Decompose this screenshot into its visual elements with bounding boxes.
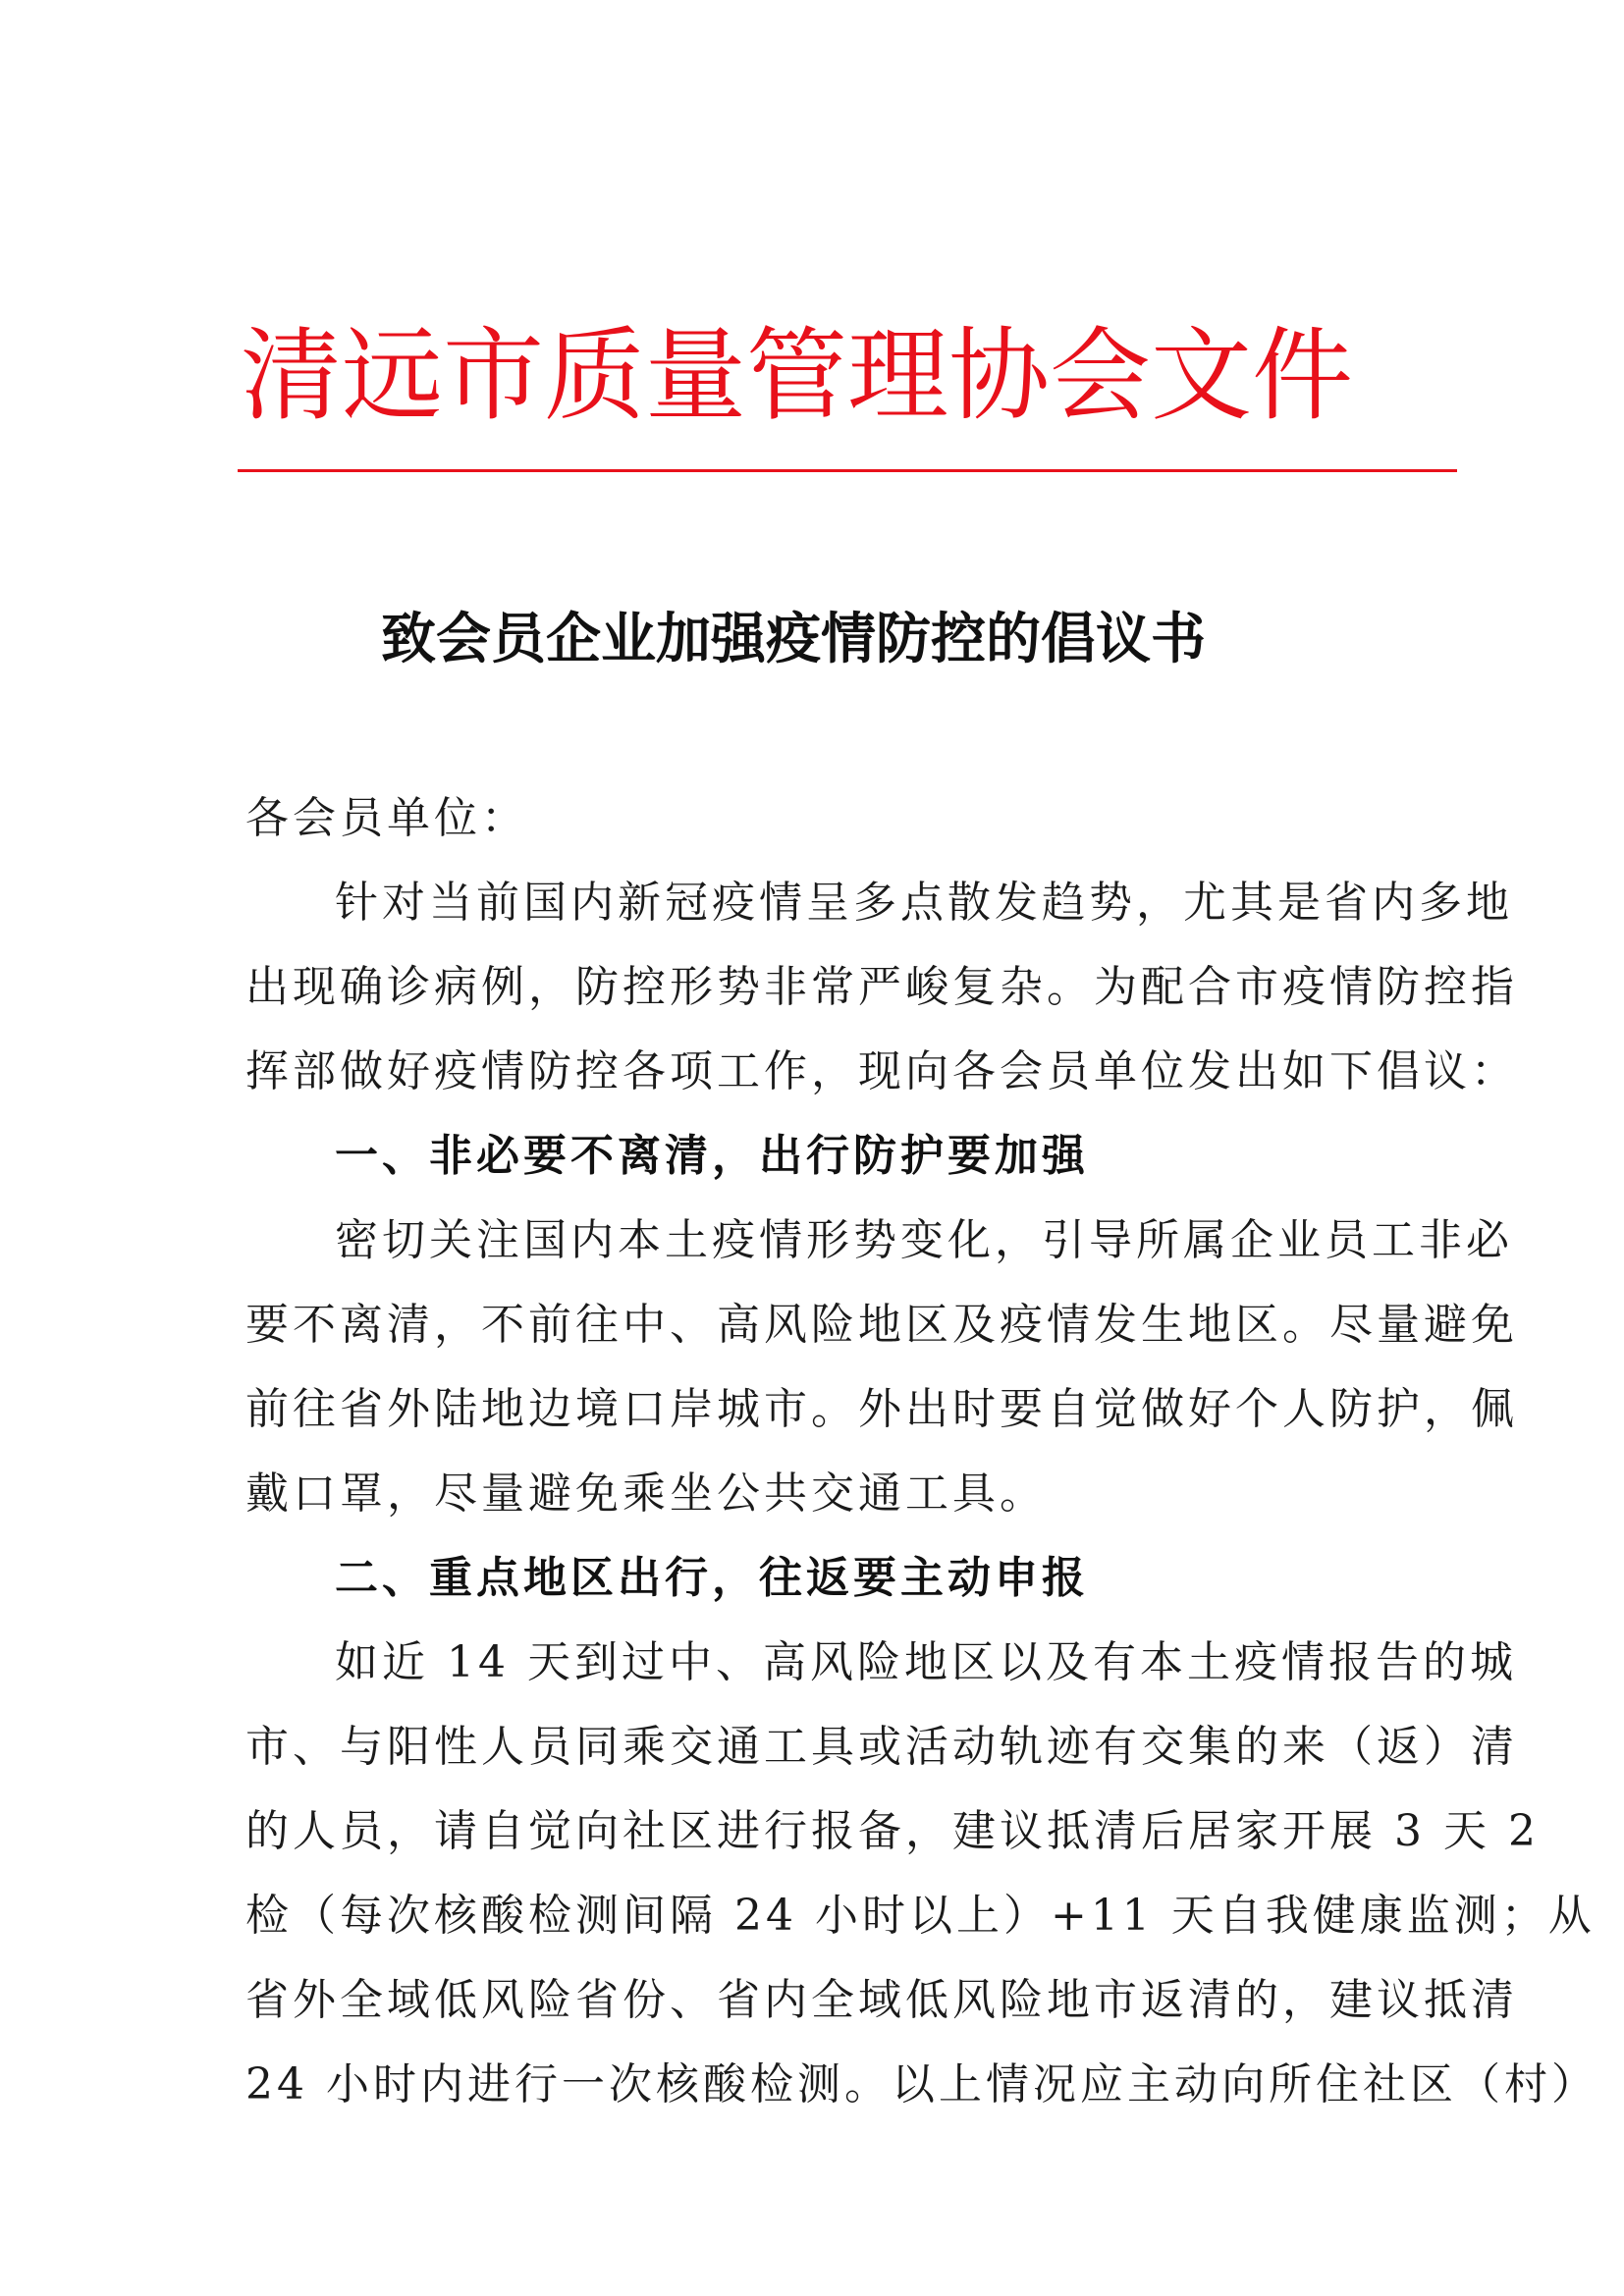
paragraph-line: 24 小时内进行一次核酸检测。以上情况应主动向所住社区（村） [245, 2059, 1598, 2109]
organization-header-title: 清远市质量管理协会文件 [241, 317, 1353, 435]
document-body [245, 776, 1598, 2127]
salutation: 各会员单位： [245, 793, 528, 843]
paragraph-line: 挥部做好疫情防控各项工作，现向各会员单位发出如下倡议： [245, 1046, 1518, 1096]
paragraph-line: 如近 14 天到过中、高风险地区以及有本土疫情报告的城 [335, 1637, 1517, 1687]
intro-paragraph [245, 861, 1518, 1114]
paragraph-line: 戴口罩，尽量避免乘坐公共交通工具。 [245, 1468, 1047, 1519]
paragraph-line: 密切关注国内本土疫情形势变化，引导所属企业员工非必 [335, 1215, 1513, 1265]
paragraph-line: 出现确诊病例，防控形势非常严峻复杂。为配合市疫情防控指 [245, 962, 1518, 1012]
document-title: 致会员企业加强疫情防控的倡议书 [381, 608, 1206, 671]
paragraph-line: 检（每次核酸检测间隔 24 小时以上）+11 天自我健康监测；从 [245, 1891, 1596, 1941]
header-red-rule [238, 469, 1457, 472]
paragraph-line: 前往省外陆地边境口岸城市。外出时要自觉做好个人防护，佩 [245, 1384, 1518, 1434]
paragraph-line: 针对当前国内新冠疫情呈多点散发趋势，尤其是省内多地 [335, 878, 1513, 928]
paragraph-line: 市、与阳性人员同乘交通工具或活动轨迹有交集的来（返）清 [245, 1722, 1518, 1772]
section-2-paragraph [245, 1621, 1598, 2127]
paragraph-line: 省外全域低风险省份、省内全域低风险地市返清的，建议抵清 [245, 1975, 1518, 2025]
section-1-heading: 一、非必要不离清，出行防护要加强 [335, 1131, 1089, 1181]
paragraph-line: 要不离清，不前往中、高风险地区及疫情发生地区。尽量避免 [245, 1300, 1518, 1350]
paragraph-line: 的人员，请自觉向社区进行报备，建议抵清后居家开展 3 天 2 [245, 1806, 1540, 1856]
section-1-paragraph [245, 1199, 1518, 1536]
section-2-heading: 二、重点地区出行，往返要主动申报 [335, 1553, 1089, 1603]
